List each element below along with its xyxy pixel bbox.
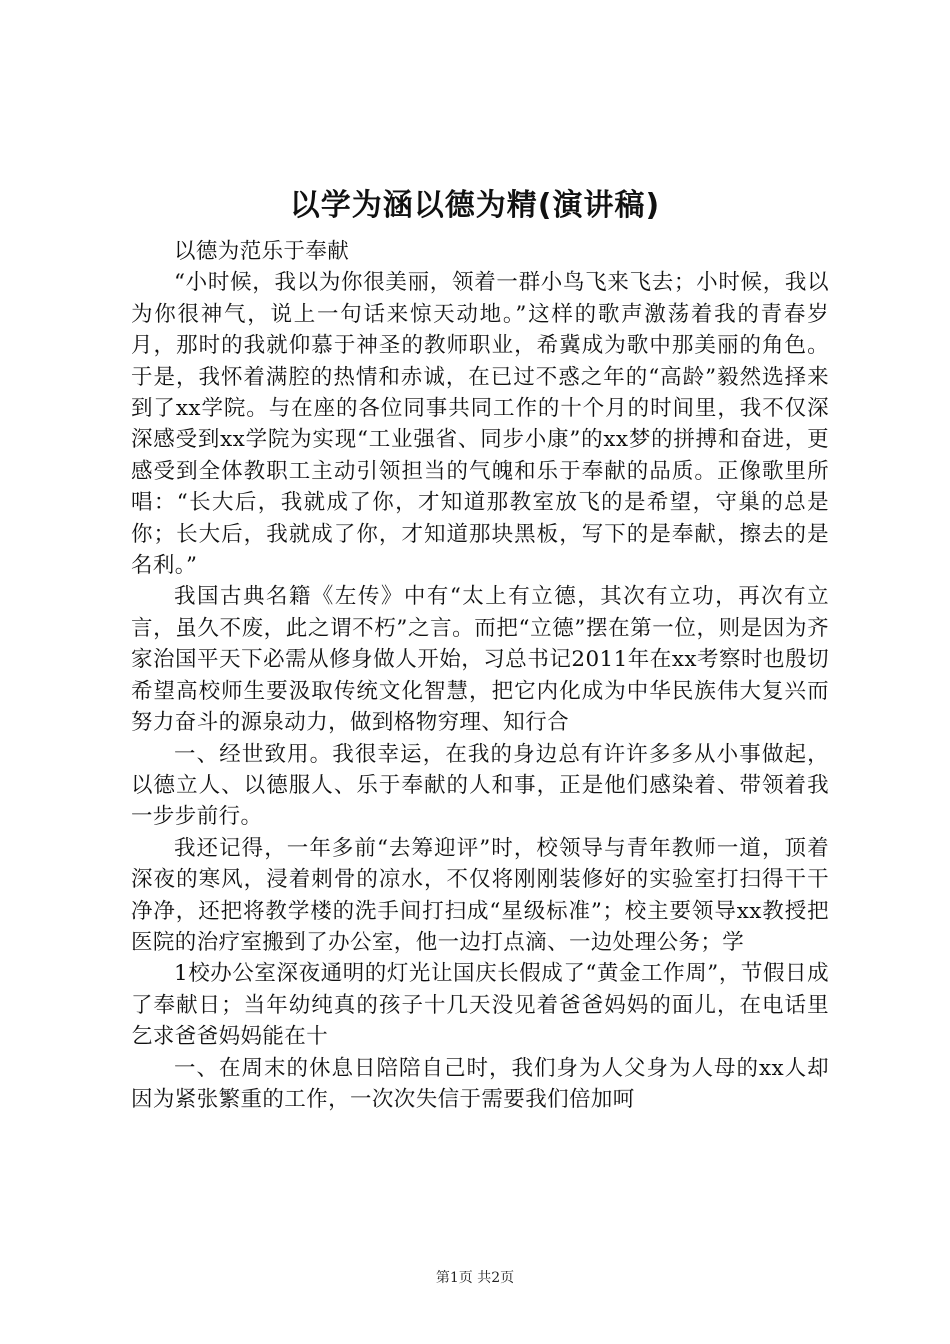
paragraph: 一、经世致用。我很幸运，在我的身边总有许许多多从小事做起，以德立人、以德服人、乐于奉献的人和事，正是他们感染着、带领着我一步步前行。 — [131, 741, 829, 830]
paragraph: 我国古典名籍《左传》中有“太上有立德，其次有立功，再次有立言，虽久不废，此之谓不朽”之言。而把“立德”摆在第一位，则是因为齐家治国平天下必需从修身做人开始，习总书记2011年在xx考察时也殷切希望高校师生要汲取传统文化智慧，把它内化成为中华民族伟大复兴而努力奋斗的源泉动力，做到格物穷理、知行合 — [131, 584, 829, 736]
paragraph: 我还记得，一年多前“去筹迎评”时，校领导与青年教师一道，顶着深夜的寒风，浸着刺骨的凉水，不仅将刚刚装修好的实验室打扫得干干净净，还把将教学楼的洗手间打扫成“星级标准”；校主要领导xx教授把医院的治疗室搬到了办公室，他一边打点滴、一边处理公务；学 — [131, 835, 829, 955]
paragraph: 1校办公室深夜通明的灯光让国庆长假成了“黄金工作周”，节假日成了奉献日；当年幼纯真的孩子十几天没见着爸爸妈妈的面儿，在电话里乞求爸爸妈妈能在十 — [131, 961, 829, 1050]
document-title: 以学为涵以德为精(演讲稿) — [289, 188, 661, 223]
paragraph: 一、在周末的休息日陪陪自己时，我们身为人父身为人母的xx人却因为紧张繁重的工作，一次次失信于需要我们倍加呵 — [131, 1055, 829, 1112]
document-body — [131, 236, 829, 1115]
paragraph-subtitle: 以德为范乐于奉献 — [174, 239, 350, 264]
paragraph: “小时候，我以为你很美丽，领着一群小鸟飞来飞去；小时候，我以为你很神气，说上一句话来惊天动地。”这样的歌声激荡着我的青春岁月，那时的我就仰慕于神圣的教师职业，希冀成为歌中那美丽的角色。于是，我怀着满腔的热情和赤诚，在已过不惑之年的“高龄”毅然选择来到了xx学院。与在座的各位同事共同工作的十个月的时间里，我不仅深深感受到xx学院为实现“工业强省、同步小康”的xx梦的拼搏和奋进，更感受到全体教职工主动引领担当的气魄和乐于奉献的品质。正像歌里所唱：“长大后，我就成了你，才知道那教室放飞的是希望，守巢的总是你；长大后，我就成了你，才知道那块黑板，写下的是奉献，擦去的是名利。” — [131, 270, 829, 579]
page-number-footer: 第1页 共2页 — [435, 1270, 515, 1286]
